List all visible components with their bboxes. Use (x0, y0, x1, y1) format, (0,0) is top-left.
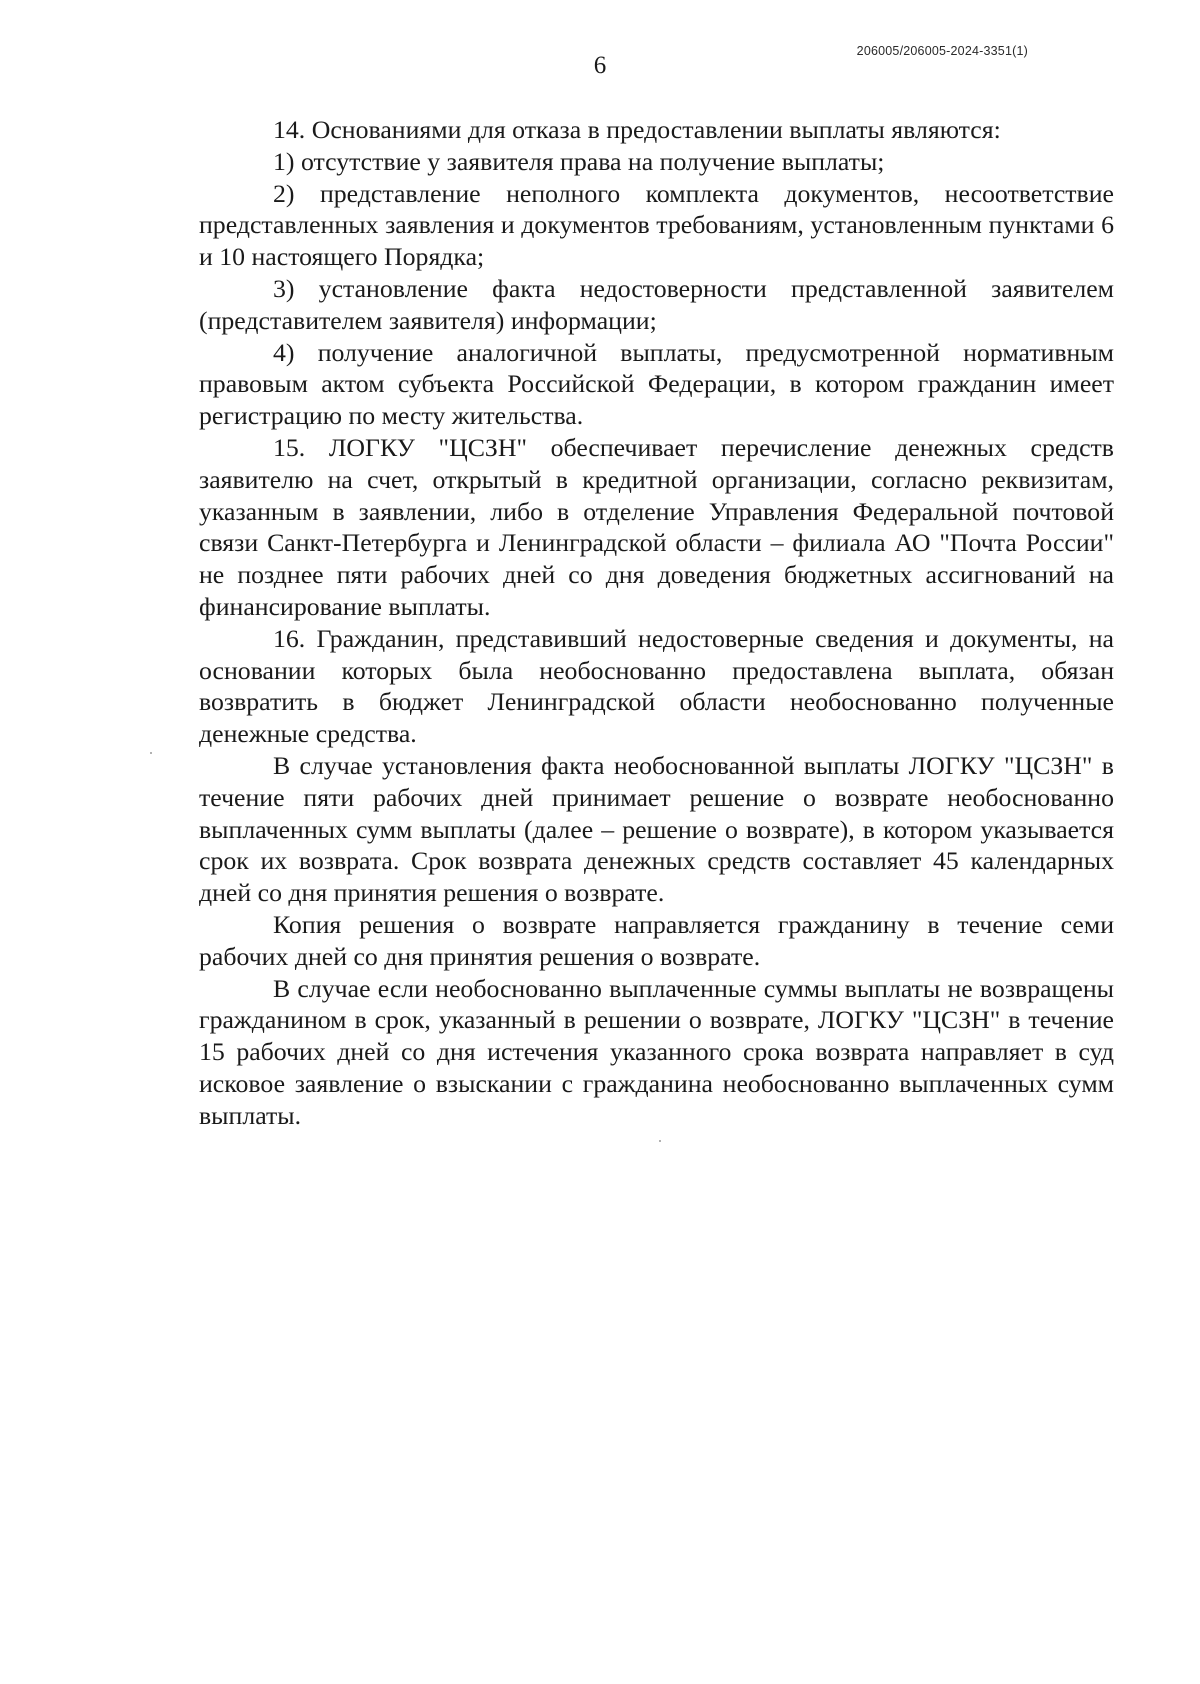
paragraph-refund-decision: В случае установления факта необоснованной выплаты ЛОГКУ "ЦСЗН" в течение пяти рабочих дней принимает решение о возврате необоснованно выплаченных сумм выплаты (далее – решение о возврате), в котором указывается срок их возврата. Срок возврата денежных средств составляет 45 календарных дней со дня принятия решения о возврате. (199, 750, 1114, 908)
refusal-ground-2: 2) представление неполного комплекта документов, несоответствие представленных заявления и документов требованиям, установленным пунктами 6 и 10 настоящего Порядка; (199, 178, 1114, 272)
document-registration-number: 206005/206005-2024-3351(1) (856, 44, 1028, 58)
document-body (199, 114, 1114, 1132)
scan-speck (659, 1140, 661, 1142)
paragraph-15-payment-transfer: 15. ЛОГКУ "ЦСЗН" обеспечивает перечисление денежных средств заявителю на счет, открытый в кредитной организации, согласно реквизитам, указанным в заявлении, либо в отделение Управления Федеральной почтовой связи Санкт-Петербурга и Ленинградской области – филиала АО "Почта России" не позднее пяти рабочих дней со дня доведения бюджетных ассигнований на финансирование выплаты. (199, 432, 1114, 621)
refusal-ground-1: 1) отсутствие у заявителя права на получение выплаты; (273, 146, 885, 176)
scan-speck (150, 752, 152, 754)
paragraph-14-refusal-grounds: 14. Основаниями для отказа в предоставлении выплаты являются: (273, 115, 1001, 144)
refusal-ground-4: 4) получение аналогичной выплаты, предусмотренной нормативным правовым актом субъекта Российской Федерации, в котором гражданин имеет регистрацию по месту жительства. (199, 337, 1114, 431)
refusal-ground-3: 3) установление факта недостоверности представленной заявителем (представителем заявителя) информации; (199, 273, 1114, 335)
page-number: 6 (593, 52, 607, 79)
paragraph-decision-copy: Копия решения о возврате направляется гражданину в течение семи рабочих дней со дня принятия решения о возврате. (199, 909, 1114, 971)
paragraph-court-claim: В случае если необоснованно выплаченные суммы выплаты не возвращены гражданином в срок, указанный в решении о возврате, ЛОГКУ "ЦСЗН" в течение 15 рабочих дней со дня истечения указанного срока возврата направляет в суд исковое заявление о взыскании с гражданина необоснованно выплаченных сумм выплаты. (199, 973, 1114, 1130)
paragraph-16-refund-obligation: 16. Гражданин, представивший недостоверные сведения и документы, на основании которых была необоснованно предоставлена выплата, обязан возвратить в бюджет Ленинградской области необоснованно полученные денежные средства. (199, 623, 1114, 749)
